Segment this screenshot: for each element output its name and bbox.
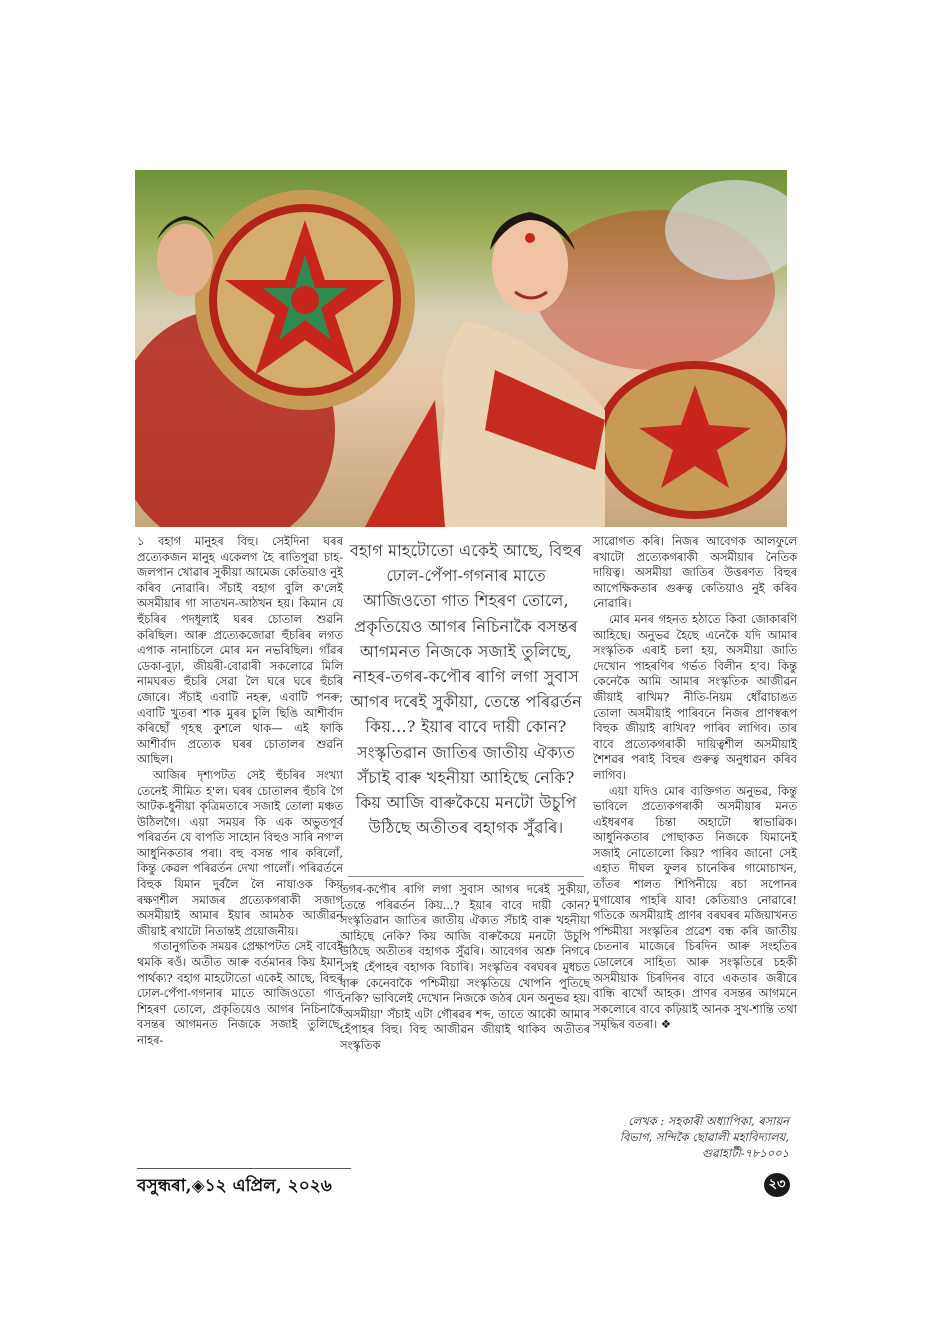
hero-photo	[135, 170, 787, 527]
footer-rule	[137, 1168, 351, 1169]
japi-hat-right	[600, 365, 787, 515]
paragraph: মোৰ মনৰ গহনত হঠাতে কিবা জোকাৰণি আহিছে। অনুভৱ হৈছে এনেকৈ যদি আমাৰ সংস্কৃতিক এৰাই চলা হয়, অসমীয়া জাতি দেখোন পাহৰণিৰ গৰ্ভত বিলীন হ'ব। কিন্তু কেনেকৈ আমি আমাৰ সংস্কৃতিক আজীৱন জীয়াই ৰাখিম? নীতি-নিয়ম ধোঁৱাচাঙত তোলা অসমীয়াই পাৰিবনে নিজৰ প্ৰাণস্বৰূপ বিহুক জীয়াই ৰাখিব? পাৰিব লাগিব। তাৰ বাবে প্ৰত্যেকগৰাকী দায়িত্বশীল অসমীয়াই শৈশৱৰ পৰাই বিহুৰ গুৰুত্ব অনুধাৱন কৰিব লাগিব।	[593, 611, 797, 782]
paragraph: এয়া যদিও মোৰ ব্যক্তিগত অনুভৱ, কিন্তু ভাবিলে প্ৰত্যেকগৰাকী অসমীয়াৰ মনত এইধৰণৰ চিন্তা অহাটো স্বাভাৱিক। আধুনিকতাৰ পোছাকত নিজকে যিমানেই সজাই নোতোলো কিয়? পাৰিব জানো সেই এহাত দীঘল ফুলৰ চানেকিৰ গামোচাখন, তাঁতৰ শালত শিপিনীয়ে ৰচা সপোনৰ মুগাযোৰ পাহৰি যাব! কেতিয়াও নোৱাৰে! গতিকে অসমীয়াই প্ৰাণৰ বৰঘৰৰ মজিয়াখনত পশ্চিমীয়া সংস্কৃতিৰ প্ৰৱেশ বন্ধ কৰি জাতীয় চেতনাৰ মাজেৰে চিৰদিন আৰু সংহতিৰ ডোলেৰে সাহিত্য আৰু সংস্কৃতিৰে চহকী অসমীয়াক চিৰদিনৰ বাবে একতাৰ জৰীৰে বান্ধি ৰাখোঁ আহক। প্ৰাণৰ বসন্তৰ আগমনে সকলোৰে বাবে কঢ়িয়াই আনক সুখ-শান্তি তথা সমৃদ্ধিৰ বতৰা। ❖	[593, 783, 797, 1032]
footer-masthead: বসুন্ধৰা,◈১২ এপ্ৰিল, ২০২৬	[137, 1176, 332, 1196]
paragraph: তগৰ-কপৌৰ ৰাগি লগা সুবাস আগৰ দৰেই সুকীয়া, তেন্তে পৰিৱৰ্তন কিয়...? ইয়াৰ বাবে দায়ী কোন? সংস্কৃতিৱান জাতিৰ জাতীয় ঐক্যত সঁচাই বাৰু খহনীয়া আহিছে নেকি? কিয় আজি বাৰুকৈয়ে মনটো উচুপি উঠিছে অতীতৰ বহাগক সুঁৱৰি। আবেগৰ অশ্ৰু নিগৰে সেই হেঁপাহৰ বহাগক বিচাৰি। সংস্কৃতিৰ বৰঘৰৰ মুধচত বাৰু কেনেবাকৈ পশ্চিমীয়া সংস্কৃতিয়ে খোপনি পুতিছে নেকি? ভাবিলেই দেখোন নিজকে জঠৰ যেন অনুভৱ হয়। 'অসমীয়া' সঁচাই এটা গৌৰৱৰ শব্দ, তাতে আকৌ আমাৰ হেঁপাহৰ বিহু। বিহু আজীৱন জীয়াই থাকিব অতীতৰ সংস্কৃতিক	[340, 882, 590, 1052]
byline-line: লেখক : সহকাৰী অধ্যাপিকা, ৰসায়ন	[628, 1114, 789, 1128]
pull-quote-rule	[348, 876, 584, 877]
paragraph: গতানুগতিক সময়ৰ প্ৰেক্ষাপটত সেই বাবেই থমকি ৰওঁ। অতীত আৰু বৰ্তমানৰ কিয় ইমান পাৰ্থক্য? বহাগ মাহটোতো একেই আছে, বিহুৰ ঢোল-পেঁপা-গগনাৰ মাতে আজিওতো গাত শিহৰণ তোলে, প্ৰকৃতিয়েও আগৰ নিচিনাকৈ বসন্তৰ আগমনত নিজকে সজাই তুলিছে, নাহৰ-	[137, 939, 343, 1047]
page-number: ২৩	[764, 1173, 790, 1197]
paragraph: আজিৰ দৃশ্যপটত সেই হুঁচৰিৰ সংখ্যা তেনেই সীমিত হ'ল। ঘৰৰ চোতালৰ হুঁচৰি গৈ আটক-ধুনীয়া কৃত্ৰিমতাৰে সজাই তোলা মঞ্চত উঠিলগৈ। এয়া সময়ৰ কি এক অভুতপূৰ্ব পৰিৱৰ্তন যে বাপতি সাহোন বিহুও সাৰি নগ'ল আধুনিকতাৰ পৰা। বহু বসন্ত পাৰ কৰিলোঁ, কিন্তু কেৱল পৰিৱৰ্তন দেখা পালোঁ। পৰিৱৰ্তনে বিহুক যিমান দুৰ্বলৈ লৈ নাযাওক কিয় ৰক্ষণশীল সমাজৰ প্ৰত্যেকগৰাকী সজাগ অসমীয়াই আমাৰ ইয়াৰ আমঠক আজীৱন জীয়াই ৰখাটো নিতান্তই প্ৰয়োজনীয়।	[137, 767, 343, 938]
author-byline	[593, 1113, 789, 1161]
byline-line: বিভাগ, সন্দিকৈ ছোৱালী মহাবিদ্যালয়,	[619, 1130, 789, 1144]
paragraph: ১ বহাগ মানুহৰ বিহু। সেইদিনা ঘৰৰ প্ৰত্যেকজন মানুহ একেলগ হৈ ৰাতিপুৱা চাহ-জলপান খোৱাৰ সুকীয়া আমেজ কেতিয়াও নুই কৰিব নোৱাৰি। সঁচাই বহাগ বুলি ক'লেই অসমীয়াৰ গা সাতখন-আঠখন হয়। কিমান যে হুঁচৰিৰ পদধূলাই ঘৰৰ চোতাল শুৱনি কৰিছিল। আৰু প্ৰত্যেকজোৱা হুঁচৰিৰ লগত এপাক নানাচিলে মোৰ মন নভৰিছিল। গাঁৱৰ ডেকা-বুঢ়া, জীয়ৰী-বোৱাৰী সকলোৱে মিলি নামঘৰত হুঁচৰি সেৱা লৈ ঘৰে ঘৰে হুঁচৰি জোৰে। সঁচাই এবাটি নহৰু, এবাটি পনৰু; এবাটি খুতৰা শাক মুৰৰ চুলি ছিঙি আশীৰ্বাদ কৰিছোঁ গৃহস্থ কুশলে থাক— এই ফাকি আশীৰ্বাদ প্ৰত্যেক ঘৰৰ চোতালৰ শুৱনি আছিল।	[137, 534, 343, 767]
column-left	[137, 534, 343, 1049]
bihu-dance-illustration	[135, 170, 787, 527]
byline-line: গুৱাহাটী-৭৮১০০১	[701, 1146, 789, 1160]
pull-quote: বহাগ মাহটোতো একেই আছে, বিহুৰ ঢোল-পেঁপা-গগনাৰ মাতে আজিওতো গাত শিহৰণ তোলে, প্ৰকৃতিয়েও আগৰ নিচিনাকৈ বসন্তৰ আগমনত নিজকে সজাই তুলিছে, নাহৰ-তগৰ-কপৌৰ ৰাগি লগা সুবাস আগৰ দৰেই সুকীয়া, তেন্তে পৰিৱৰ্তন কিয়...? ইয়াৰ বাবে দায়ী কোন? সংস্কৃতিৱান জাতিৰ জাতীয় ঐক্যত সঁচাই বাৰু খহনীয়া আহিছে নেকি? কিয় আজি বাৰুকৈয়ে মনটো উচুপি উঠিছে অতীতৰ বহাগক সুঁৱৰি।	[349, 541, 583, 838]
japi-hat-left	[195, 190, 415, 410]
paragraph: সাৱোগত কৰি। নিজৰ আবেগক আলফুলে ৰখাটো প্ৰত্যেকগৰাকী অসমীয়াৰ নৈতিক দায়িত্ব। অসমীয়া জাতিৰ উত্তৰণত বিহুৰ আপেক্ষিকতাৰ গুৰুত্ব কেতিয়াও নুই কৰিব নোৱাৰি।	[593, 534, 797, 611]
column-right	[593, 534, 797, 1033]
column-middle	[340, 882, 590, 1054]
